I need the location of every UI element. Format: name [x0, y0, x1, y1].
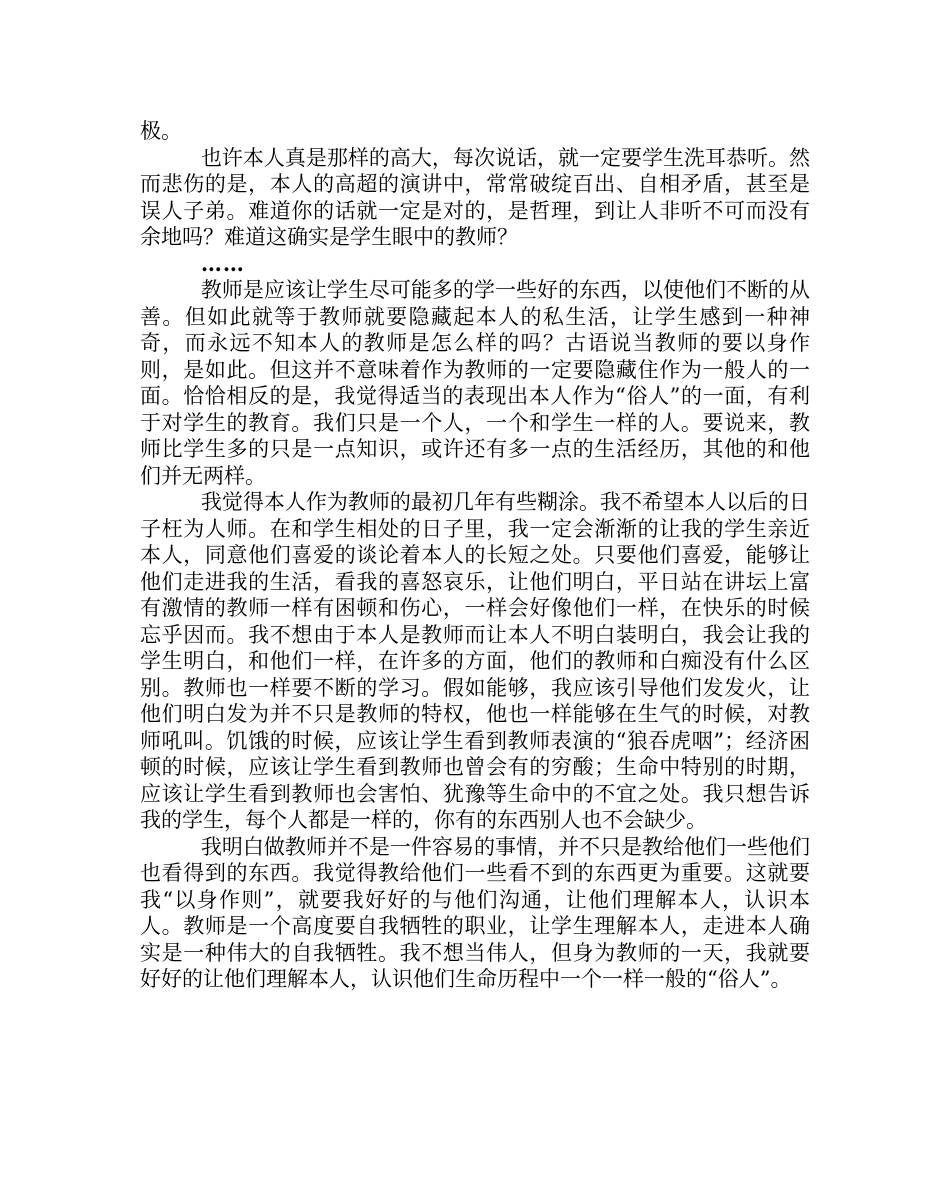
ellipsis-separator: ……	[200, 250, 245, 276]
document-page	[140, 118, 810, 993]
paragraph-first-years: 我觉得本人作为教师的最初几年有些糊涂。我不希望本人以后的日子枉为人师。在和学生相处的日子里，我一定会渐渐的让我的学生亲近本人，同意他们喜爱的谈论着本人的长短之处。只要他们喜爱，能够让他们走进我的生活，看我的喜怒哀乐，让他们明白，平日站在讲坛上富有激情的教师一样有困顿和伤心，一样会好像他们一样，在快乐的时候忘乎因而。我不想由于本人是教师而让本人不明白装明白，我会让我的学生明白，和他们一样，在许多的方面，他们的教师和白痴没有什么区别。教师也一样要不断的学习。假如能够，我应该引导他们发发火，让他们明白发为并不只是教师的特权，他也一样能够在生气的时候，对教师吼叫。饥饿的时候，应该让学生看到教师表演的“狼吞虎咽”；经济困顿的时候，应该让学生看到教师也曾会有的穷酸；生命中特别的时期，应该让学生看到教师也会害怕、犹豫等生命中的不宜之处。我只想告诉我的学生，每个人都是一样的，你有的东西别人也不会缺少。	[140, 490, 810, 832]
paragraph-teacher-speech: 也许本人真是那样的高大，每次说话，就一定要学生洗耳恭听。然而悲伤的是，本人的高超的演讲中，常常破绽百出、自相矛盾，甚至是误人子弟。难道你的话就一定是对的，是哲理，到让人非听不可而没有余地吗？难道这确实是学生眼中的教师？	[140, 145, 810, 249]
paragraph-continuation: 极。	[140, 119, 182, 143]
paragraph-lead-by-example: 我明白做教师并不是一件容易的事情，并不只是教给他们一些他们也看得到的东西。我觉得教给他们一些看不到的东西更为重要。这就要我“以身作则”，就要我好好的与他们沟通，让他们理解本人，认识本人。教师是一个高度要自我牺牲的职业，让学生理解本人，走进本人确实是一种伟大的自我牺牲。我不想当伟人，但身为教师的一天，我就要好好的让他们理解本人，认识他们生命历程中一个一样一般的“俗人”。	[140, 834, 810, 991]
paragraph-private-life: 教师是应该让学生尽可能多的学一些好的东西，以使他们不断的从善。但如此就等于教师就要隐藏起本人的私生活，让学生感到一种神奇，而永远不知本人的教师是怎么样的吗？古语说当教师的要以身作则，是如此。但这并不意味着作为教师的一定要隐藏住作为一般人的一面。恰恰相反的是，我觉得适当的表现出本人作为“俗人”的一面，有利于对学生的教育。我们只是一个人，一个和学生一样的人。要说来，教师比学生多的只是一点知识，或许还有多一点的生活经历，其他的和他们并无两样。	[140, 278, 810, 488]
